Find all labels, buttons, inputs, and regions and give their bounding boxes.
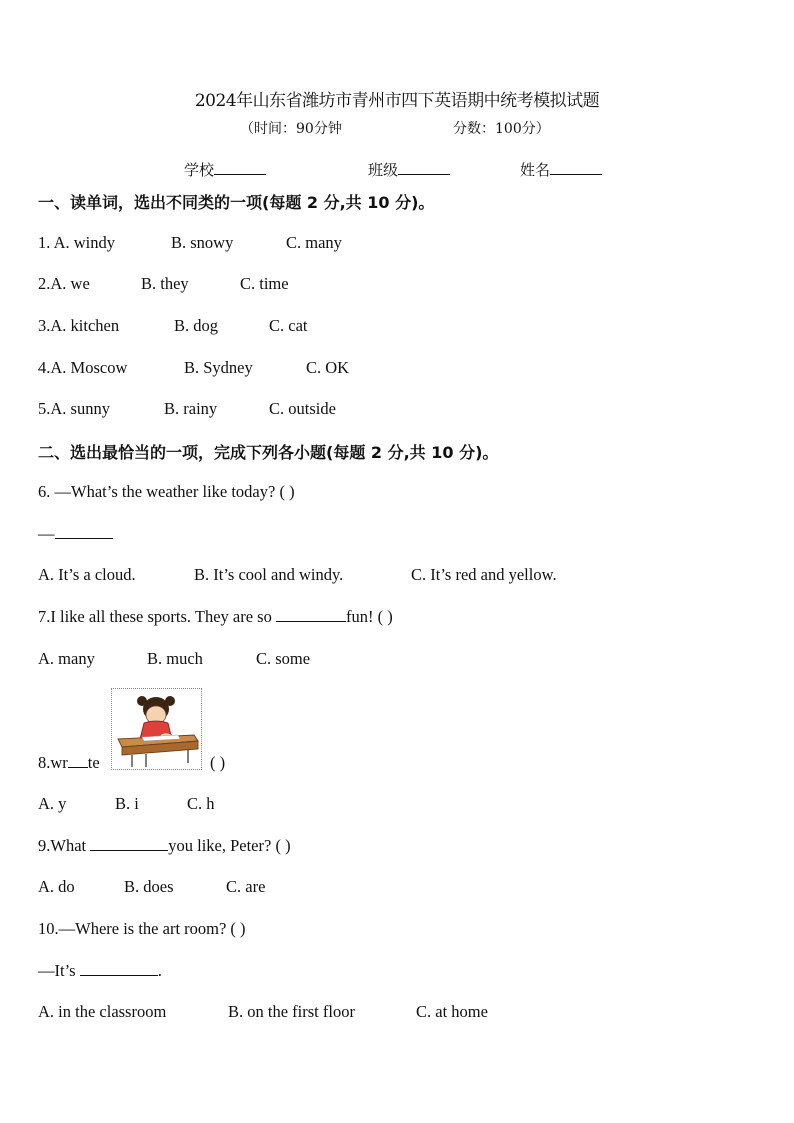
name-field[interactable] bbox=[520, 159, 602, 180]
section-2-heading: 二、选出最恰当的一项，完成下列各小题(每题 2 分,共 10 分)。 bbox=[38, 443, 499, 462]
q6-option-c[interactable]: C. It’s red and yellow. bbox=[411, 565, 557, 584]
q1-option-b[interactable]: B. snowy bbox=[171, 233, 234, 252]
school-blank[interactable] bbox=[214, 160, 266, 175]
q2-option-b[interactable]: B. they bbox=[141, 274, 189, 293]
q6-option-b[interactable]: B. It’s cool and windy. bbox=[194, 565, 344, 584]
q8-option-b[interactable]: B. i bbox=[115, 794, 139, 813]
question-3: 3.A. kitchen bbox=[38, 316, 120, 335]
q8-answer-paren[interactable]: ( ) bbox=[210, 753, 226, 772]
q9-blank bbox=[90, 836, 168, 851]
question-1: 1. A. windy bbox=[38, 233, 116, 252]
class-label: 班级 bbox=[368, 161, 399, 179]
q10-answer-line[interactable]: —It’s . bbox=[38, 961, 162, 980]
q8-blank bbox=[68, 753, 88, 768]
q9-option-c[interactable]: C. are bbox=[226, 877, 266, 896]
q3-option-b[interactable]: B. dog bbox=[174, 316, 219, 335]
q3-option-c[interactable]: C. cat bbox=[269, 316, 308, 335]
class-field[interactable] bbox=[368, 159, 450, 180]
question-10: 10.—Where is the art room? ( ) bbox=[38, 919, 246, 938]
name-blank[interactable] bbox=[550, 160, 602, 175]
q5-option-b[interactable]: B. rainy bbox=[164, 399, 218, 418]
q10-option-b[interactable]: B. on the first floor bbox=[228, 1002, 355, 1021]
girl-writing-picture bbox=[111, 688, 202, 770]
q6-option-a[interactable]: A. It’s a cloud. bbox=[38, 565, 136, 584]
name-label: 姓名 bbox=[520, 161, 551, 179]
section-1-heading: 一、读单词，选出不同类的一项(每题 2 分,共 10 分)。 bbox=[38, 193, 435, 212]
q6-answer-line[interactable]: — bbox=[38, 524, 113, 544]
question-2: 2.A. we bbox=[38, 274, 90, 293]
question-7: 7.I like all these sports. They are so fun! ( ) bbox=[38, 607, 393, 626]
question-5: 5.A. sunny bbox=[38, 399, 110, 418]
q7-option-a[interactable]: A. many bbox=[38, 649, 95, 668]
question-9: 9.What you like, Peter? ( ) bbox=[38, 836, 291, 855]
school-label: 学校 bbox=[184, 161, 215, 179]
q4-option-b[interactable]: B. Sydney bbox=[184, 358, 253, 377]
q5-option-c[interactable]: C. outside bbox=[269, 399, 336, 418]
exam-score: 分数：100分） bbox=[453, 121, 550, 137]
girl-writing-icon bbox=[112, 689, 201, 769]
question-4: 4.A. Moscow bbox=[38, 358, 128, 377]
q8-option-c[interactable]: C. h bbox=[187, 794, 215, 813]
q8-option-a[interactable]: A. y bbox=[38, 794, 67, 813]
exam-time: （时间：90分钟 bbox=[240, 121, 342, 137]
school-field[interactable] bbox=[184, 159, 266, 180]
q10-option-c[interactable]: C. at home bbox=[416, 1002, 488, 1021]
q7-option-b[interactable]: B. much bbox=[147, 649, 203, 668]
question-8: 8.wr te bbox=[38, 753, 100, 772]
q10-option-a[interactable]: A. in the classroom bbox=[38, 1002, 167, 1021]
q9-option-b[interactable]: B. does bbox=[124, 877, 174, 896]
q1-option-c[interactable]: C. many bbox=[286, 233, 342, 252]
class-blank[interactable] bbox=[398, 160, 450, 175]
q7-blank bbox=[276, 607, 346, 622]
q7-option-c[interactable]: C. some bbox=[256, 649, 311, 668]
question-6: 6. —What’s the weather like today? ( ) bbox=[38, 482, 295, 501]
page-title: 2024年山东省潍坊市青州市四下英语期中统考模拟试题 bbox=[194, 91, 600, 111]
q4-option-c[interactable]: C. OK bbox=[306, 358, 350, 377]
q2-option-c[interactable]: C. time bbox=[240, 274, 289, 293]
q9-option-a[interactable]: A. do bbox=[38, 877, 75, 896]
